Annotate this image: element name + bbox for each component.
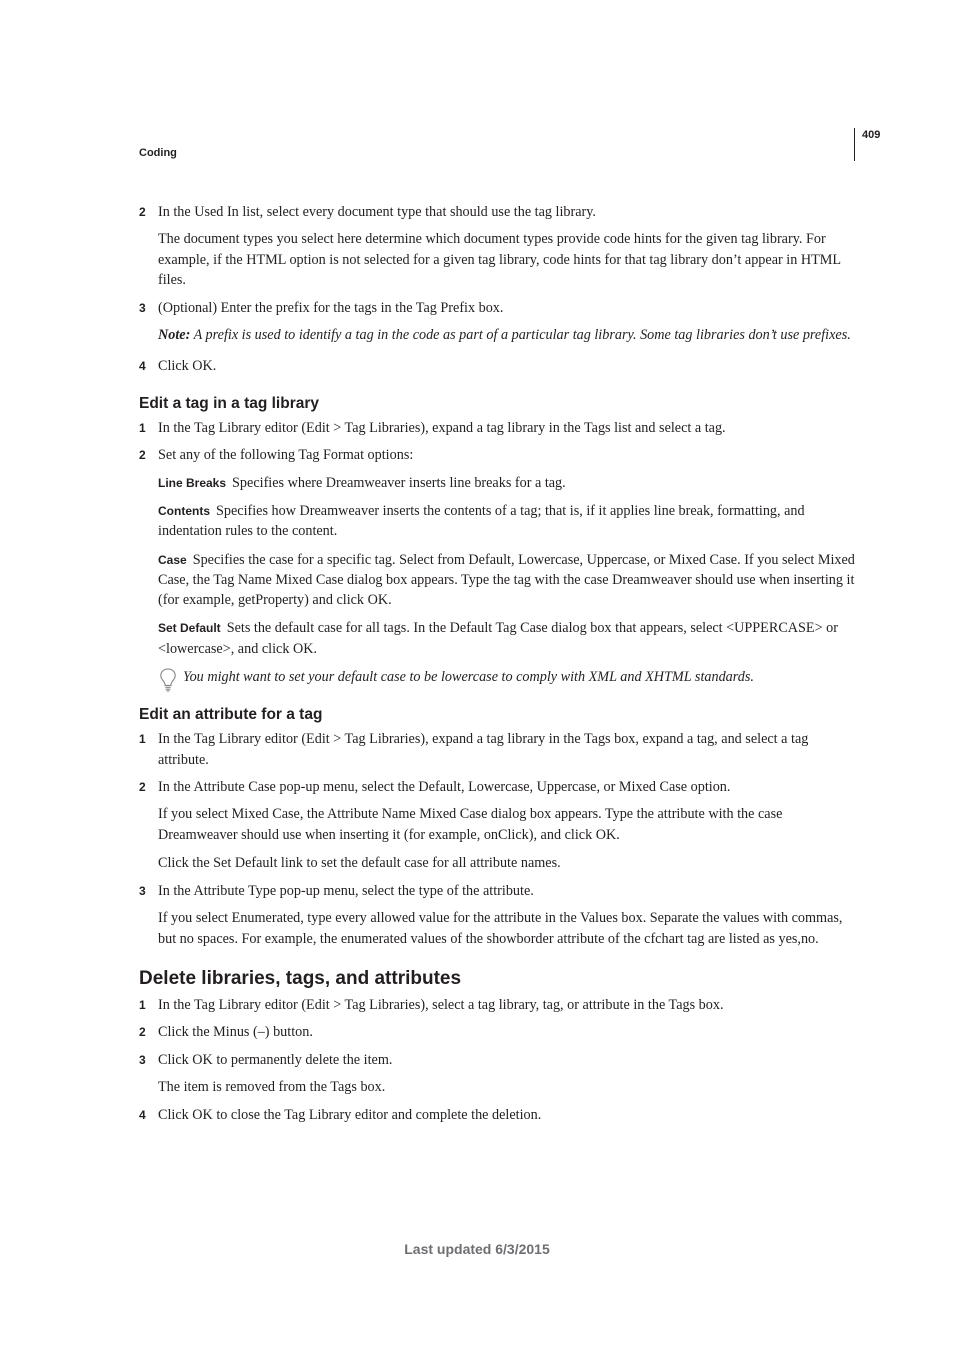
section-heading-edit-attribute: Edit an attribute for a tag [139, 706, 323, 724]
footer-last-updated: Last updated 6/3/2015 [404, 1241, 550, 1257]
step-number: 2 [139, 448, 146, 463]
note-text: A prefix is used to identify a tag in the code as part of a particular tag library. Some tag libraries don’t use prefixes. [190, 327, 851, 344]
option-text: Sets the default case for all tags. In the Default Tag Case dialog box that appears, select <UPPERCASE> or <lowercase>, and click OK. [158, 620, 838, 657]
option-definition [158, 618, 859, 659]
tip-text: You might want to set your default case to be lowercase to comply with XML and XHTML standards. [183, 669, 754, 686]
list-item [139, 1022, 859, 1042]
option-definition [158, 550, 859, 611]
list-item [139, 445, 859, 465]
header-rule [854, 128, 855, 161]
paragraph: If you select Mixed Case, the Attribute Name Mixed Case dialog box appears. Type the attribute with the case Dreamweaver should use when inserting it (for example, onClick), and click OK. [158, 806, 783, 843]
step-text: In the Attribute Type pop-up menu, select the type of the attribute. [158, 883, 534, 900]
list-item [139, 777, 859, 797]
list-item [139, 356, 859, 376]
step-number: 1 [139, 732, 146, 747]
option-text: Specifies how Dreamweaver inserts the contents of a tag; that is, if it applies line break, formatting, and indentation rules to the content. [158, 502, 805, 540]
option-term: Set Default [158, 621, 221, 636]
step-text: Click OK to permanently delete the item. [158, 1051, 393, 1068]
step-number: 3 [139, 884, 146, 899]
step-number: 2 [139, 779, 146, 794]
lightbulb-icon [159, 667, 177, 693]
step-number: 4 [139, 358, 146, 373]
option-definition [158, 473, 859, 493]
list-item [139, 995, 859, 1015]
option-text: Specifies where Dreamweaver inserts line breaks for a tag. [232, 474, 566, 491]
step-text: Click OK to close the Tag Library editor and complete the deletion. [158, 1107, 542, 1124]
step-text: (Optional) Enter the prefix for the tags in the Tag Prefix box. [158, 300, 504, 317]
step-number: 1 [139, 998, 146, 1013]
step-number: 1 [139, 421, 146, 436]
step-text: Click the Minus (–) button. [158, 1024, 313, 1041]
step-number: 3 [139, 1052, 146, 1067]
step-text: In the Used In list, select every document type that should use the tag library. [158, 204, 596, 220]
step-number: 2 [139, 1025, 146, 1040]
step-number: 4 [139, 1108, 146, 1123]
step-number: 2 [139, 205, 146, 219]
step-number: 3 [139, 301, 146, 316]
list-item [139, 1050, 859, 1070]
step-text: Click OK. [158, 357, 217, 374]
step-text: In the Tag Library editor (Edit > Tag Libraries), expand a tag library in the Tags list and select a tag. [158, 420, 726, 437]
section-heading-edit-tag: Edit a tag in a tag library [139, 395, 320, 413]
step-text: In the Attribute Case pop-up menu, select the Default, Lowercase, Uppercase, or Mixed Case option. [158, 778, 731, 795]
list-item [139, 1105, 859, 1125]
section-heading-delete: Delete libraries, tags, and attributes [139, 968, 462, 990]
option-text: Specifies the case for a specific tag. Select from Default, Lowercase, Uppercase, or Mixed Case. If you select Mixed Case, the Tag Name Mixed Case dialog box appears. Type the tag with the case Dreamweaver should use when inserting it (for example, getProperty) and click OK. [158, 551, 855, 609]
list-item [139, 729, 859, 770]
list-item [139, 418, 859, 438]
paragraph: The document types you select here determine which document types provide code hints for the given tag library. For example, if the HTML option is not selected for a given tag library, code hints for that tag library don’t appear in HTML files. [158, 231, 841, 288]
note-label: Note: [158, 327, 191, 344]
list-item [139, 202, 859, 222]
page-number: 409 [862, 129, 881, 141]
list-item [139, 298, 859, 318]
note [158, 325, 859, 345]
option-term: Line Breaks [158, 475, 227, 490]
running-head: Coding [139, 147, 177, 159]
step-text: In the Tag Library editor (Edit > Tag Libraries), select a tag library, tag, or attribute in the Tags box. [158, 997, 724, 1014]
tip [158, 667, 859, 687]
option-definition [158, 501, 859, 542]
option-term: Case [158, 552, 187, 567]
option-term: Contents [158, 503, 210, 518]
paragraph: The item is removed from the Tags box. [158, 1078, 386, 1095]
list-item [139, 881, 859, 901]
step-text: In the Tag Library editor (Edit > Tag Libraries), expand a tag library in the Tags box, expand a tag, and select a tag attribute. [158, 731, 809, 768]
paragraph: If you select Enumerated, type every allowed value for the attribute in the Values box. Separate the values with commas, but no spaces. For example, the enumerated values of the showborder attribute of the cfchart tag are listed as yes,no. [158, 910, 843, 947]
paragraph: Click the Set Default link to set the default case for all attribute names. [158, 854, 561, 871]
main-content [139, 202, 859, 1133]
step-text: Set any of the following Tag Format options: [158, 447, 414, 464]
